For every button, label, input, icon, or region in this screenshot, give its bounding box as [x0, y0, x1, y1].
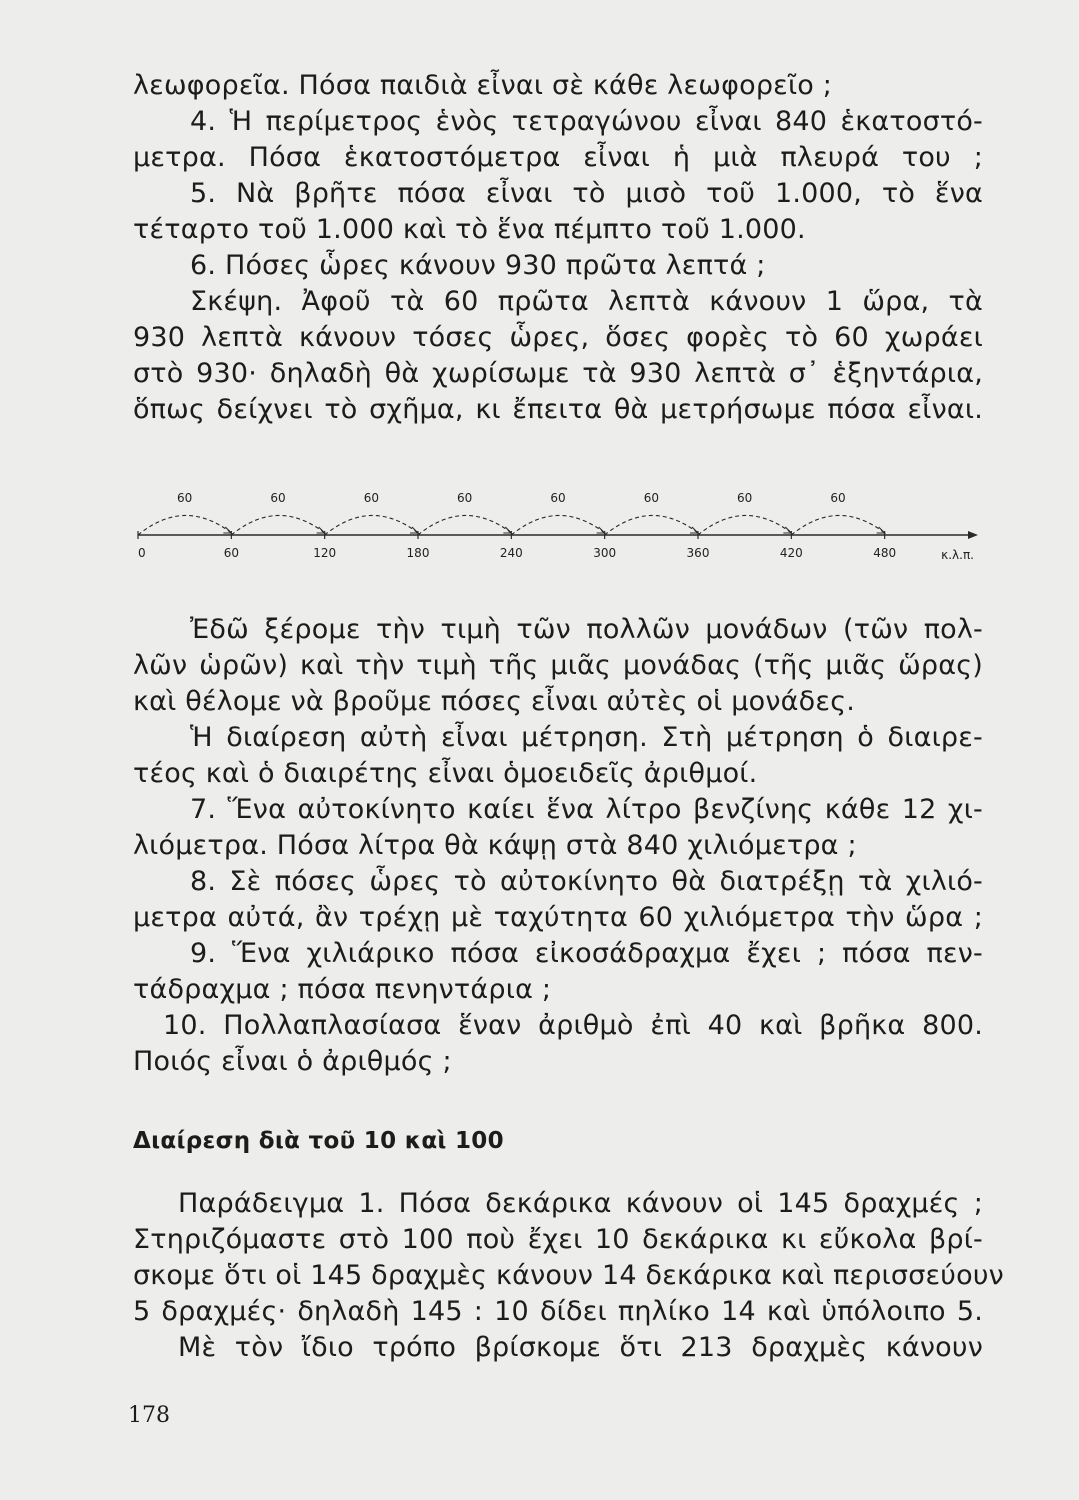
- arc-label: 60: [363, 491, 379, 505]
- etc-label: κ.λ.π.: [941, 548, 974, 562]
- arc-label: 60: [830, 491, 846, 505]
- text-line: Παράδειγμα 1. Πόσα δεκάρικα κάνουν οἱ 145 δραχμές ;: [178, 1188, 983, 1219]
- text-line: στὸ 930· δηλαδὴ θὰ χωρίσωμε τὰ 930 λεπτὰ σ᾽ ἑξηντάρια,: [133, 358, 983, 389]
- text-line: Σκέψη. Ἀφοῦ τὰ 60 πρῶτα λεπτὰ κάνουν 1 ὥρα, τὰ: [190, 286, 983, 317]
- step-arc: [791, 515, 884, 535]
- tick-label: 300: [593, 546, 617, 560]
- axis-arrowhead: [968, 531, 978, 539]
- number-line-figure: [130, 480, 990, 590]
- arc-label: 60: [550, 491, 566, 505]
- text-line: Στηριζόμαστε στὸ 100 ποὺ ἔχει 10 δεκάρικα κι εὔκολα βρί-: [133, 1224, 983, 1255]
- step-arc: [605, 515, 698, 535]
- step-arc: [698, 515, 791, 535]
- tick-label: 0: [138, 546, 146, 560]
- text-line: 5. Νὰ βρῆτε πόσα εἶναι τὸ μισὸ τοῦ 1.000, τὸ ἕνα: [190, 178, 983, 209]
- text-line: 9. Ἕνα χιλιάρικο πόσα εἰκοσάδραχμα ἔχει ; πόσα πεν-: [190, 938, 983, 969]
- tick-label: 360: [686, 546, 710, 560]
- text-line: Ποιός εἶναι ὁ ἀριθμός ;: [133, 1046, 452, 1077]
- step-arc: [418, 515, 511, 535]
- text-line: μετρα. Πόσα ἑκατοστόμετρα εἶναι ἡ μιὰ πλευρά του ;: [133, 142, 983, 173]
- text-line: 8. Σὲ πόσες ὧρες τὸ αὐτοκίνητο θὰ διατρέξῃ τὰ χιλιό-: [190, 866, 983, 897]
- text-line: 6. Πόσες ὧρες κάνουν 930 πρῶτα λεπτά ;: [190, 250, 766, 281]
- arc-label: 60: [737, 491, 753, 505]
- text-line: τέταρτο τοῦ 1.000 καὶ τὸ ἕνα πέμπτο τοῦ 1.000.: [133, 214, 806, 245]
- tick-label: 120: [313, 546, 337, 560]
- text-line: τάδραχμα ; πόσα πενηντάρια ;: [133, 974, 552, 1005]
- step-arc: [325, 515, 418, 535]
- text-line: Ἐδῶ ξέρομε τὴν τιμὴ τῶν πολλῶν μονάδων (τῶν πολ-: [190, 614, 983, 645]
- section-heading: Διαίρεση διὰ τοῦ 10 καὶ 100: [133, 1128, 504, 1154]
- tick-group: [138, 531, 978, 562]
- arc-label: 60: [643, 491, 659, 505]
- tick-label: 420: [779, 546, 803, 560]
- step-arc: [511, 515, 604, 535]
- arc-label: 60: [177, 491, 193, 505]
- text-line: 5 δραχμές· δηλαδὴ 145 : 10 δίδει πηλίκο 14 καὶ ὑπόλοιπο 5.: [133, 1296, 983, 1327]
- text-line: ὅπως δείχνει τὸ σχῆμα, κι ἔπειτα θὰ μετρήσωμε πόσα εἶναι.: [133, 394, 983, 425]
- text-line: καὶ θέλομε νὰ βροῦμε πόσες εἶναι αὐτὲς οἱ μονάδες.: [133, 686, 856, 717]
- text-line: τέος καὶ ὁ διαιρέτης εἶναι ὁμοειδεῖς ἀριθμοί.: [133, 758, 758, 789]
- text-line: 7. Ἕνα αὐτοκίνητο καίει ἕνα λίτρο βενζίνης κάθε 12 χι-: [190, 794, 983, 825]
- text-line: 4. Ἡ περίμετρος ἑνὸς τετραγώνου εἶναι 840 ἑκατοστό-: [190, 106, 983, 137]
- tick-label: 240: [499, 546, 523, 560]
- arc-group: [138, 491, 885, 535]
- text-line: Μὲ τὸν ἴδιο τρόπο βρίσκομε ὅτι 213 δραχμὲς κάνουν: [178, 1332, 983, 1363]
- text-line: λιόμετρα. Πόσα λίτρα θὰ κάψῃ στὰ 840 χιλιόμετρα ;: [133, 830, 857, 861]
- text-line: 10. Πολλαπλασίασα ἕναν ἀριθμὸ ἐπὶ 40 καὶ βρῆκα 800.: [163, 1010, 983, 1041]
- tick-label: 180: [406, 546, 430, 560]
- text-line: Ἡ διαίρεση αὐτὴ εἶναι μέτρηση. Στὴ μέτρηση ὁ διαιρε-: [190, 722, 983, 753]
- tick-label: 60: [223, 546, 239, 560]
- text-line: μετρα αὐτά, ἂν τρέχῃ μὲ ταχύτητα 60 χιλιόμετρα τὴν ὥρα ;: [133, 902, 983, 933]
- arc-label: 60: [270, 491, 286, 505]
- text-line: λεωφορεῖα. Πόσα παιδιὰ εἶναι σὲ κάθε λεωφορεῖο ;: [133, 70, 833, 101]
- page-number: 178: [128, 1403, 170, 1428]
- step-arc: [231, 515, 324, 535]
- text-line: σκομε ὅτι οἱ 145 δραχμὲς κάνουν 14 δεκάρικα καὶ περισσεύουν: [133, 1260, 1004, 1291]
- tick-label: 480: [873, 546, 897, 560]
- text-line: λῶν ὡρῶν) καὶ τὴν τιμὴ τῆς μιᾶς μονάδας (τῆς μιᾶς ὥρας): [133, 650, 983, 681]
- step-arc: [138, 515, 231, 535]
- text-line: 930 λεπτὰ κάνουν τόσες ὧρες, ὅσες φορὲς τὸ 60 χωράει: [133, 322, 983, 353]
- arc-label: 60: [457, 491, 473, 505]
